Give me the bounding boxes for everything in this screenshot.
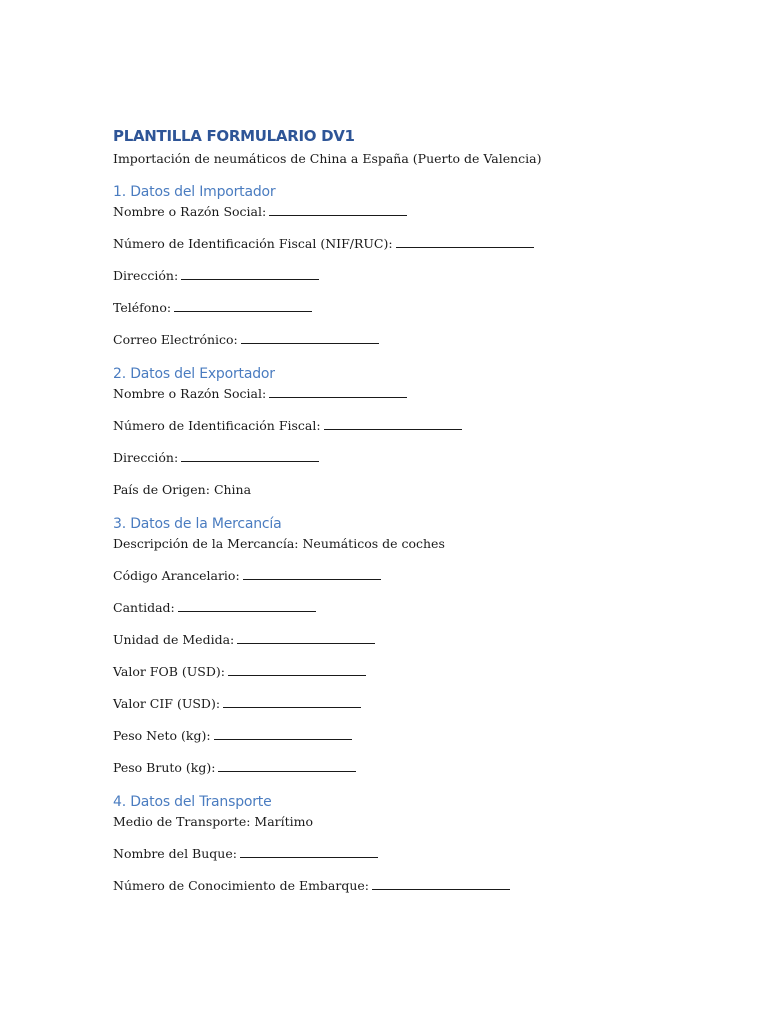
field-label: Dirección: — [113, 450, 179, 465]
form-field — [113, 694, 713, 726]
blank-fill-line[interactable] — [269, 202, 407, 216]
field-label: País de Origen: — [113, 482, 210, 497]
field-label: Valor CIF (USD): — [113, 696, 221, 711]
field-label: Cantidad: — [113, 600, 175, 615]
field-label: Nombre o Razón Social: — [113, 386, 267, 401]
document-title: PLANTILLA FORMULARIO DV1 — [113, 127, 355, 145]
document-subtitle: Importación de neumáticos de China a España (Puerto de Valencia) — [113, 151, 542, 166]
form-field — [113, 448, 713, 480]
section-fields — [113, 202, 713, 352]
blank-fill-line[interactable] — [241, 330, 379, 344]
field-label: Nombre del Buque: — [113, 846, 237, 861]
section-heading: 3. Datos de la Mercancía — [113, 516, 282, 532]
form-field — [113, 876, 713, 898]
section-heading: 1. Datos del Importador — [113, 184, 276, 200]
form-sections — [113, 182, 713, 898]
field-label: Correo Electrónico: — [113, 332, 238, 347]
field-label: Número de Identificación Fiscal (NIF/RUC): — [113, 236, 393, 251]
form-field — [113, 630, 713, 662]
field-label: Peso Neto (kg): — [113, 728, 211, 743]
blank-fill-line[interactable] — [396, 234, 534, 248]
field-label: Código Arancelario: — [113, 568, 240, 583]
form-field — [113, 566, 713, 598]
form-section — [113, 514, 713, 780]
field-label: Descripción de la Mercancía: — [113, 536, 299, 551]
field-label: Medio de Transporte: — [113, 814, 251, 829]
form-section — [113, 364, 713, 502]
blank-fill-line[interactable] — [240, 844, 378, 858]
form-section — [113, 182, 713, 352]
field-label: Teléfono: — [113, 300, 172, 315]
blank-fill-line[interactable] — [269, 384, 407, 398]
form-field — [113, 416, 713, 448]
blank-fill-line[interactable] — [218, 758, 356, 772]
form-field — [113, 662, 713, 694]
blank-fill-line[interactable] — [324, 416, 462, 430]
section-fields — [113, 384, 713, 502]
form-field — [113, 480, 713, 502]
field-label: Unidad de Medida: — [113, 632, 235, 647]
field-label: Peso Bruto (kg): — [113, 760, 216, 775]
form-field — [113, 758, 713, 780]
field-label: Nombre o Razón Social: — [113, 204, 267, 219]
form-field — [113, 726, 713, 758]
blank-fill-line[interactable] — [372, 876, 510, 890]
blank-fill-line[interactable] — [228, 662, 366, 676]
blank-fill-line[interactable] — [243, 566, 381, 580]
blank-fill-line[interactable] — [214, 726, 352, 740]
field-value: Neumáticos de coches — [302, 536, 445, 551]
form-field — [113, 534, 713, 566]
field-label: Dirección: — [113, 268, 179, 283]
blank-fill-line[interactable] — [178, 598, 316, 612]
blank-fill-line[interactable] — [237, 630, 375, 644]
form-field — [113, 812, 713, 844]
form-field — [113, 298, 713, 330]
blank-fill-line[interactable] — [181, 448, 319, 462]
form-field — [113, 266, 713, 298]
field-label: Número de Identificación Fiscal: — [113, 418, 321, 433]
section-heading: 4. Datos del Transporte — [113, 794, 272, 810]
document-page — [113, 124, 713, 898]
blank-fill-line[interactable] — [174, 298, 312, 312]
form-field — [113, 384, 713, 416]
section-heading: 2. Datos del Exportador — [113, 366, 275, 382]
form-field — [113, 202, 713, 234]
section-fields — [113, 534, 713, 780]
form-field — [113, 330, 713, 352]
field-label: Valor FOB (USD): — [113, 664, 225, 679]
form-field — [113, 234, 713, 266]
form-section — [113, 792, 713, 898]
field-label: Número de Conocimiento de Embarque: — [113, 878, 370, 893]
field-value: Marítimo — [254, 814, 314, 829]
form-field — [113, 844, 713, 876]
blank-fill-line[interactable] — [223, 694, 361, 708]
field-value: China — [213, 482, 252, 497]
blank-fill-line[interactable] — [181, 266, 319, 280]
section-fields — [113, 812, 713, 898]
form-field — [113, 598, 713, 630]
